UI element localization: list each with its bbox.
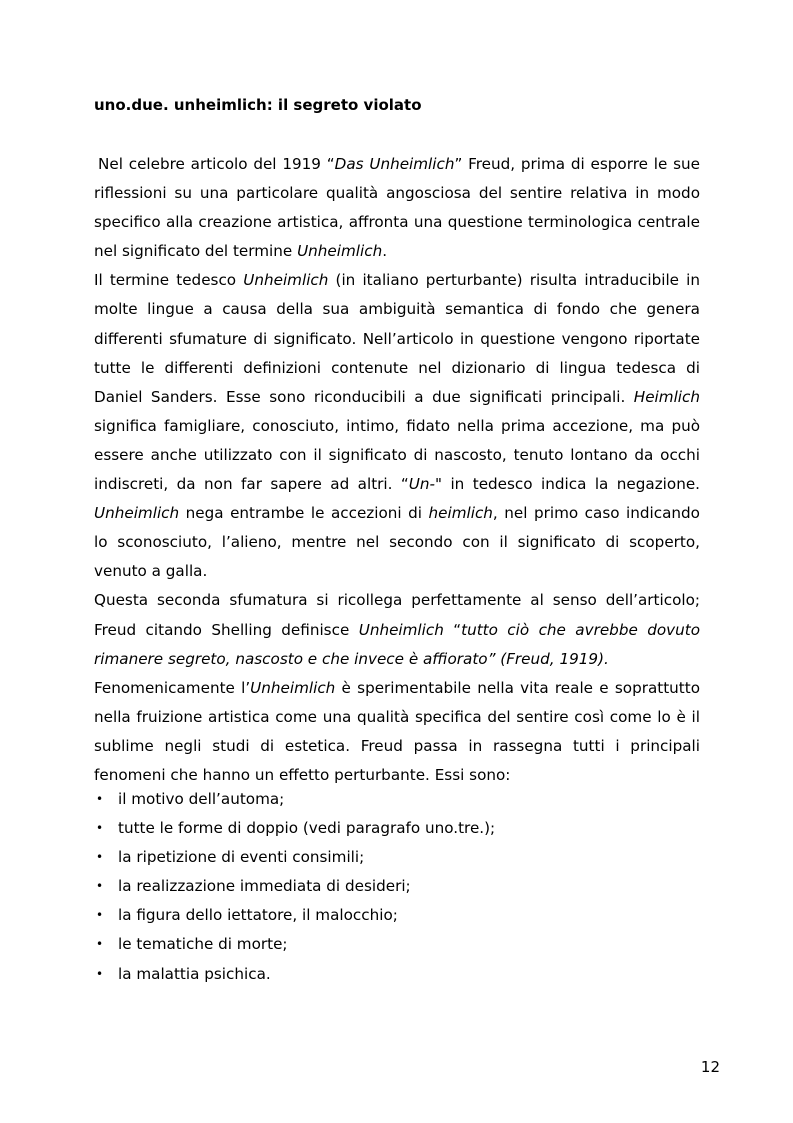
- bullet-icon: •: [96, 792, 104, 806]
- page-number: 12: [700, 1058, 720, 1076]
- list-item: [94, 843, 700, 872]
- italic-run: Unheimlich: [297, 242, 383, 261]
- list-item-text: la figura dello iettatore, il malocchio;: [118, 906, 398, 925]
- list-item: [94, 785, 700, 814]
- italic-run: Unheimlich: [358, 620, 444, 639]
- list-item: [94, 960, 700, 989]
- list-item-text: la malattia psichica.: [118, 964, 271, 983]
- bullet-list: [94, 785, 700, 989]
- section-heading: uno.due. unheimlich: il segreto violato: [94, 96, 422, 114]
- bullet-icon: •: [96, 850, 104, 865]
- list-item-text: tutte le forme di doppio (vedi paragrafo uno.tre.);: [118, 819, 496, 838]
- paragraph: [94, 266, 700, 586]
- text-run: nega entrambe le accezioni di: [179, 504, 429, 523]
- text-run: .: [382, 242, 388, 261]
- bullet-icon: •: [96, 937, 104, 952]
- text-run: significa famigliare, conosciuto, intimo, fidato nella prima accezione, ma può essere anche utilizzato con il significato di nascosto, tenuto lontano da occhi indiscreti, da non far sapere ad altri. “: [94, 416, 700, 494]
- list-item: [94, 872, 700, 901]
- italic-run: tutto ciò che avrebbe dovuto rimanere segreto, nascosto e che invece è affiorato” (Freud, 1919).: [94, 620, 701, 668]
- list-item: [94, 901, 700, 930]
- italic-run: Das Unheimlich: [334, 155, 455, 173]
- bullet-icon: •: [96, 908, 104, 923]
- list-item: [94, 930, 700, 959]
- body-text: [94, 150, 700, 790]
- bullet-icon: •: [96, 821, 104, 836]
- text-run: (in italiano perturbante) risulta intraducibile in molte lingue a causa della sua ambiguità semantica di fondo che genera differenti sfumature di significato. Nell’articolo in questione vengono riportate tutte le differenti definizioni contenute nel dizionario di lingua tedesca di Daniel Sanders. Esse sono riconducibili a due significati principali.: [94, 271, 700, 406]
- text-run: Il termine tedesco: [94, 271, 244, 290]
- paragraph: [94, 586, 700, 673]
- italic-run: Unheimlich: [243, 271, 329, 290]
- text-run: Nel celebre articolo del 1919 “: [98, 155, 335, 173]
- text-run: , nel primo caso indicando lo sconosciuto, l’alieno, mentre nel secondo con il significato di scoperto, venuto a galla.: [94, 504, 700, 581]
- text-run: " in tedesco indica la negazione.: [435, 475, 700, 494]
- paragraph: [94, 674, 700, 790]
- text-run: “: [443, 620, 462, 639]
- italic-run: heimlich: [428, 504, 493, 523]
- list-item-text: il motivo dell’automa;: [118, 790, 285, 808]
- italic-run: Un-: [408, 475, 436, 494]
- list-item-text: la ripetizione di eventi consimili;: [118, 848, 365, 867]
- text-run: è sperimentabile nella vita reale e soprattutto nella fruizione artistica come una qualità specifica del sentire così come lo è il sublime negli studi di estetica. Freud passa in rassegna tutti i principali fenomeni che hanno un effetto perturbante. Essi sono:: [94, 678, 700, 784]
- italic-run: Unheimlich: [94, 504, 180, 523]
- paragraph: [94, 150, 700, 266]
- bullet-icon: •: [96, 879, 104, 894]
- text-run: Fenomenicamente l’: [94, 678, 251, 697]
- list-item: [94, 814, 700, 843]
- text-run: Questa seconda sfumatura si ricollega perfettamente al senso dell’articolo; Freud citando Shelling definisce: [94, 591, 700, 639]
- list-item-text: la realizzazione immediata di desideri;: [118, 877, 411, 896]
- italic-run: Unheimlich: [250, 678, 336, 697]
- bullet-icon: •: [96, 966, 104, 981]
- list-item-text: le tematiche di morte;: [118, 935, 288, 954]
- text-run: ” Freud, prima di esporre le sue riflessioni su una particolare qualità angosciosa del sentire relativa in modo specifico alla creazione artistica, affronta una questione terminologica centrale nel significato del termine: [94, 155, 700, 261]
- italic-run: Heimlich: [633, 387, 700, 406]
